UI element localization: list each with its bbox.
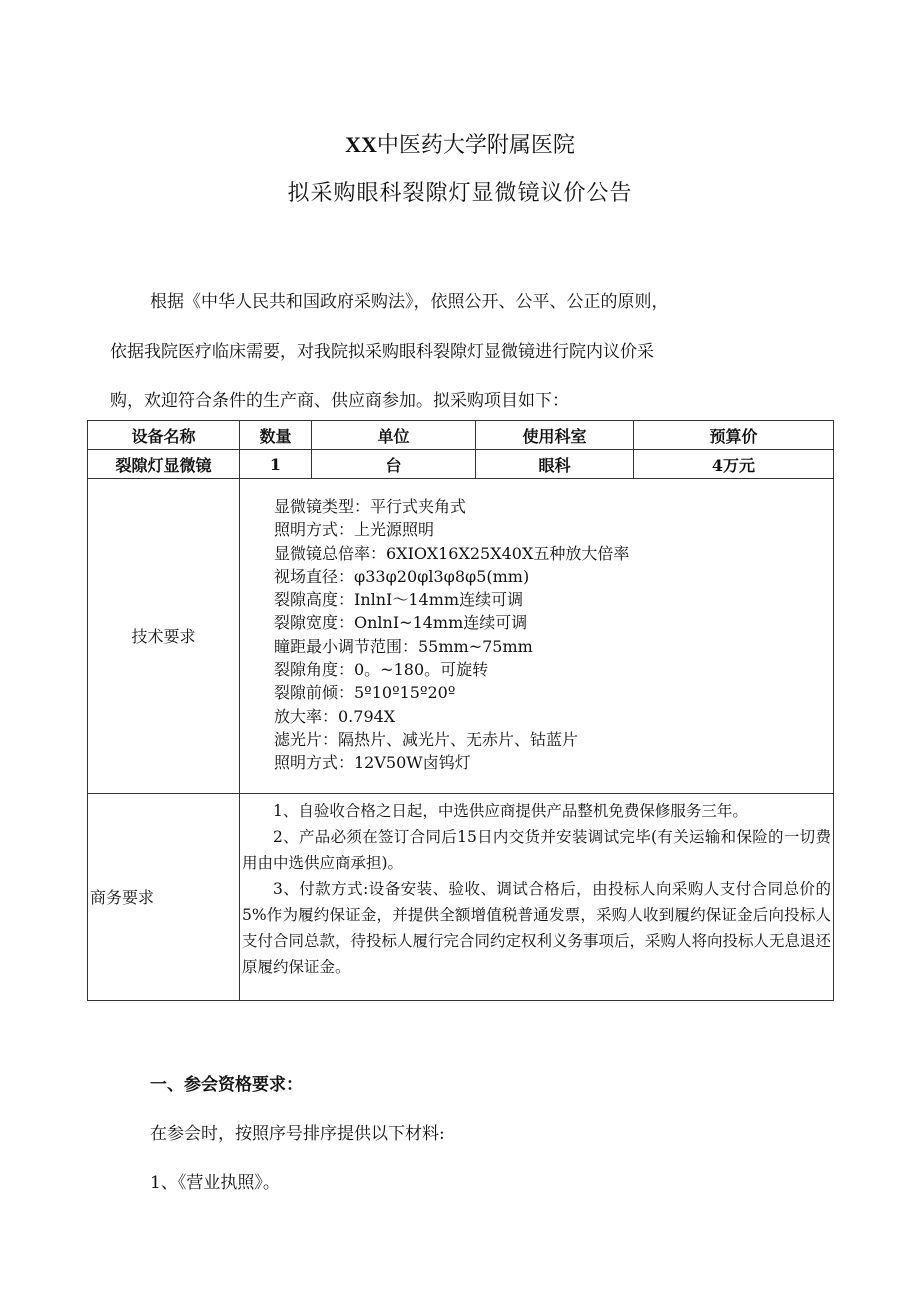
tech-line: 照明方式：12V50W卤钨灯 — [274, 753, 471, 773]
tech-line: 裂隙前倾：5º10º15º20º — [274, 683, 456, 703]
quantity-cell: 1 — [240, 450, 312, 479]
tech-line: 裂隙高度：InlnI～14mm连续可调 — [274, 590, 524, 610]
table-row — [88, 450, 834, 479]
tech-line: 放大率：0.794X — [274, 706, 396, 726]
tech-row — [88, 479, 834, 794]
title-rest: 中医药大学附属医院 — [376, 133, 575, 158]
tech-line: 显微镜总倍率：6XIOX16X25X40X五种放大倍率 — [274, 543, 630, 563]
tech-line: 瞳距最小调节范围：55mm~75mm — [274, 636, 533, 656]
header-cell: 预算价 — [634, 421, 834, 450]
header-cell: 单位 — [312, 421, 476, 450]
doc-title-line1 — [0, 128, 920, 159]
table-header-row — [88, 421, 834, 450]
unit-cell: 台 — [312, 450, 476, 479]
section-item: 1、《营业执照》。 — [150, 1173, 280, 1193]
tech-requirements — [240, 479, 834, 794]
business-label: 商务要求 — [88, 793, 240, 1000]
procurement-table — [87, 420, 834, 1001]
doc-title-line2: 拟采购眼科裂隙灯显微镜议价公告 — [287, 181, 633, 206]
title-prefix: XX — [345, 132, 377, 157]
tech-line: 裂隙宽度：OnlnI~14mm连续可调 — [274, 613, 528, 633]
intro-line-2: 依据我院医疗临床需要，对我院拟采购眼科裂隙灯显微镜进行院内议价采 — [110, 342, 654, 362]
section-heading: 一、参会资格要求： — [150, 1075, 303, 1095]
header-cell: 使用科室 — [476, 421, 634, 450]
business-paragraph: 1、自验收合格之日起，中选供应商提供产品整机免费保修服务三年。 — [273, 801, 748, 820]
intro-line-1: 根据《中华人民共和国政府采购法》，依照公开、公平、公正的原则， — [150, 292, 669, 312]
intro-line-3: 购，欢迎符合条件的生产商、供应商参加。拟采购项目如下： — [110, 391, 569, 411]
equipment-name-cell: 裂隙灯显微镜 — [88, 450, 240, 479]
section-line: 在参会时，按照序号排序提供以下材料: — [150, 1124, 445, 1144]
tech-line: 照明方式：上光源照明 — [274, 520, 435, 540]
tech-line: 滤光片：隔热片、减光片、无赤片、钴蓝片 — [274, 729, 579, 749]
business-requirements — [240, 793, 834, 1000]
tech-label: 技术要求 — [88, 479, 240, 794]
tech-line: 裂隙角度：0。~180。可旋转 — [274, 660, 489, 680]
business-paragraph: 3、付款方式:设备安装、验收、调试合格后，由投标人向采购人支付合同总价的5%作为履约保证金，并提供全额增值税普通发票，采购人收到履约保证金后向投标人支付合同总款，待投标人履行完合同约定权利义务事项后，采购人将向投标人无息退还原履约保证金。 — [242, 879, 832, 976]
business-row — [88, 793, 834, 1000]
department-cell: 眼科 — [476, 450, 634, 479]
business-paragraph: 2、产品必须在签订合同后15日内交货并安装调试完毕(有关运输和保险的一切费用由中选供应商承担)。 — [242, 827, 831, 872]
tech-line: 显微镜类型：平行式夹角式 — [274, 497, 467, 516]
tech-line: 视场直径：φ33φ20φl3φ8φ5(mm) — [274, 566, 530, 586]
budget-cell: 4万元 — [634, 450, 834, 479]
header-cell: 数量 — [240, 421, 312, 450]
header-cell: 设备名称 — [88, 421, 240, 450]
